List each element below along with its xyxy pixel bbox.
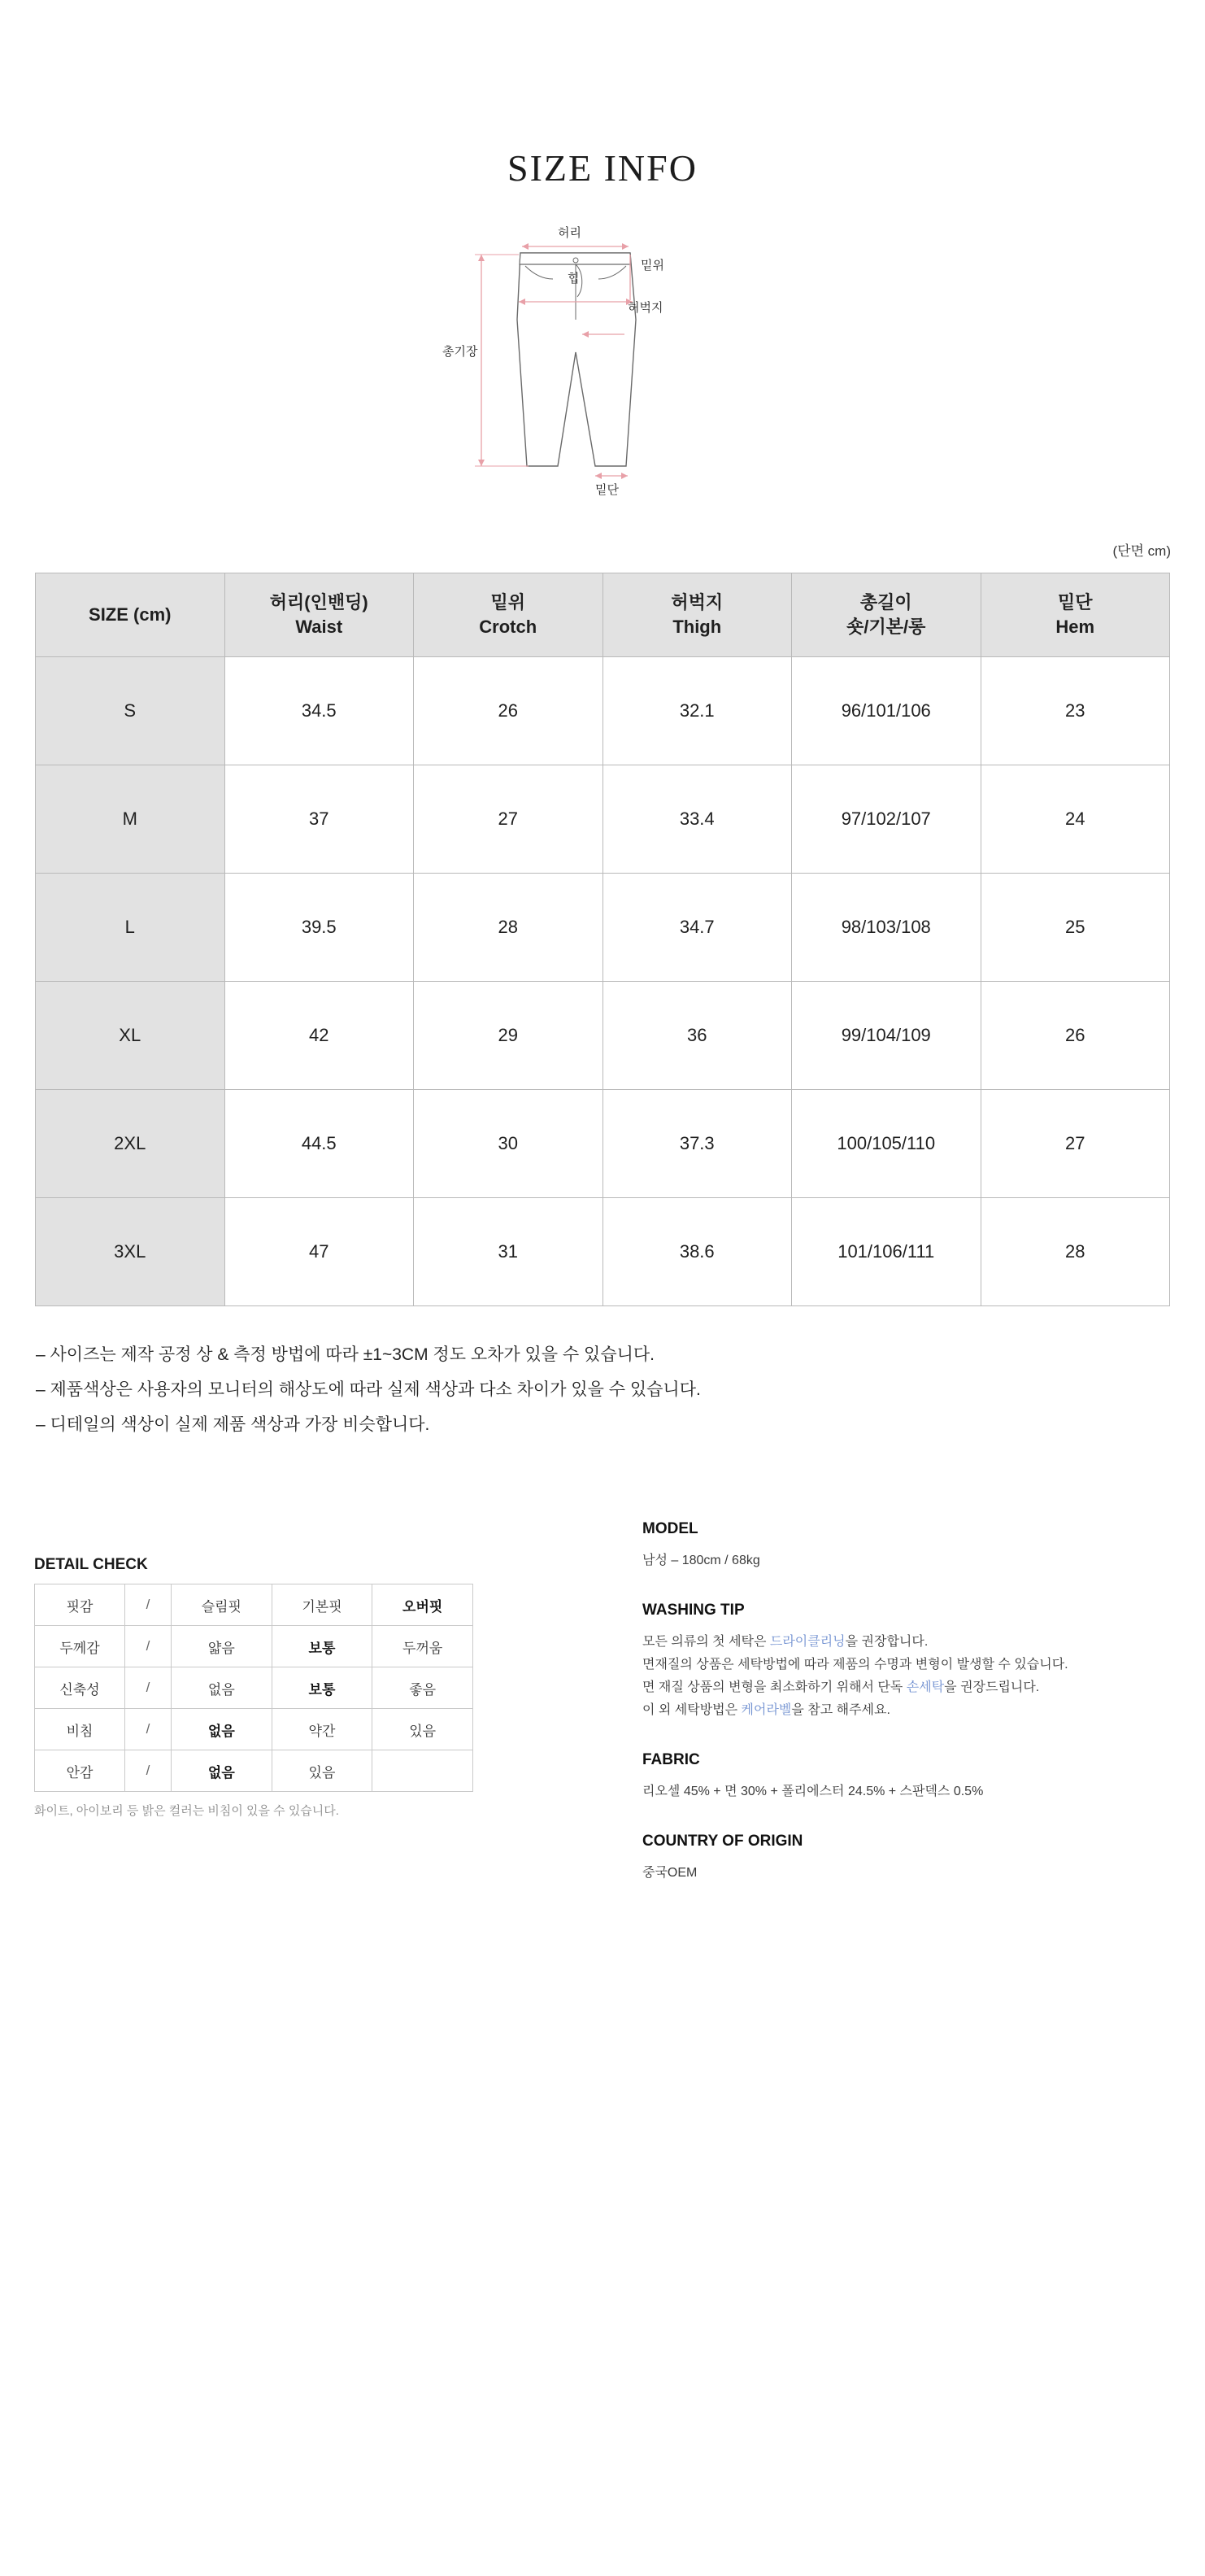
detail-row [35, 1709, 473, 1750]
cell-waist: 39.5 [224, 874, 414, 982]
cell-crotch: 30 [414, 1090, 603, 1198]
detail-option-3: 좋음 [372, 1667, 473, 1709]
detail-label: 안감 [35, 1750, 125, 1792]
th-crotch [414, 573, 603, 657]
detail-option-1: 없음 [172, 1709, 272, 1750]
detail-option-3: 있음 [372, 1709, 473, 1750]
cell-thigh: 33.4 [602, 765, 792, 874]
fabric-section [642, 1751, 1163, 1803]
cell-waist: 37 [224, 765, 414, 874]
cell-crotch: 26 [414, 657, 603, 765]
cell-hem: 26 [981, 982, 1170, 1090]
model-heading: MODEL [642, 1520, 698, 1538]
detail-option-2: 보통 [272, 1626, 372, 1667]
cell-crotch: 31 [414, 1198, 603, 1306]
detail-slash: / [125, 1584, 172, 1626]
cell-size: M [36, 765, 225, 874]
cell-thigh: 37.3 [602, 1090, 792, 1198]
washing-line3-a: 면 재질 상품의 변형을 최소화하기 위해서 단독 [642, 1680, 907, 1695]
washing-line4-b: 을 참고 해주세요. [791, 1703, 890, 1718]
washing-line1-highlight: 드라이클리닝 [769, 1635, 846, 1650]
washing-tip-lines [642, 1631, 1163, 1722]
th-size-main: SIZE (cm) [89, 604, 172, 625]
th-length-sub: 숏/기본/롱 [846, 617, 926, 637]
detail-option-2: 약간 [272, 1709, 372, 1750]
detail-slash: / [125, 1667, 172, 1709]
detail-option-2: 기본핏 [272, 1584, 372, 1626]
detail-slash: / [125, 1750, 172, 1792]
detail-option-2: 있음 [272, 1750, 372, 1792]
washing-tip-section [642, 1602, 1163, 1722]
detail-option-1: 없음 [172, 1750, 272, 1792]
note-item: – 제품색상은 사용자의 모니터의 해상도에 따라 실제 색상과 다소 차이가 있을 수 있습니다. [36, 1380, 701, 1400]
cell-length: 97/102/107 [792, 765, 981, 874]
table-row [36, 1090, 1170, 1198]
th-hem [981, 573, 1170, 657]
note-item: – 사이즈는 제작 공정 상 & 측정 방법에 따라 ±1~3CM 정도 오차가 있을 수 있습니다. [36, 1345, 655, 1364]
detail-row [35, 1584, 473, 1626]
fabric-heading: FABRIC [642, 1751, 700, 1769]
cell-hem: 23 [981, 657, 1170, 765]
th-waist-main: 허리(인밴딩) [269, 592, 368, 613]
fabric-text: 리오셀 45% + 면 30% + 폴리에스터 24.5% + 스판덱스 0.5% [642, 1785, 984, 1799]
cell-size: XL [36, 982, 225, 1090]
th-crotch-sub: Crotch [479, 617, 537, 637]
detail-option-1: 얇음 [172, 1626, 272, 1667]
detail-check-table [34, 1584, 473, 1792]
page-title: SIZE INFO [507, 147, 698, 189]
detail-check-footnote: 화이트, 아이보리 등 밝은 컬러는 비침이 있을 수 있습니다. [34, 1804, 339, 1819]
label-total-length: 총기장 [442, 345, 478, 359]
washing-tip-heading: WASHING TIP [642, 1602, 745, 1619]
detail-check-title: DETAIL CHECK [34, 1556, 148, 1574]
detail-option-2: 보통 [272, 1667, 372, 1709]
table-header-row [36, 573, 1170, 657]
cell-length: 96/101/106 [792, 657, 981, 765]
cell-hem: 24 [981, 765, 1170, 874]
model-section [642, 1520, 1163, 1572]
origin-text: 중국OEM [642, 1866, 698, 1881]
th-thigh [602, 573, 792, 657]
size-table [35, 573, 1170, 1306]
washing-line4-highlight: 케어라벨 [741, 1703, 792, 1718]
cell-thigh: 38.6 [602, 1198, 792, 1306]
cell-size: L [36, 874, 225, 982]
cell-size: 2XL [36, 1090, 225, 1198]
table-row [36, 982, 1170, 1090]
cell-crotch: 28 [414, 874, 603, 982]
cell-length: 98/103/108 [792, 874, 981, 982]
washing-line3-b: 을 권장드립니다. [944, 1680, 1040, 1695]
label-waist: 허리 [558, 226, 581, 240]
th-waist [224, 573, 414, 657]
detail-slash: / [125, 1709, 172, 1750]
detail-check-block [34, 1556, 473, 1819]
th-length [792, 573, 981, 657]
th-size [36, 573, 225, 657]
note-item: – 디테일의 색상이 실제 제품 색상과 가장 비슷합니다. [36, 1415, 430, 1435]
bottom-section [0, 1520, 1205, 1881]
table-row [36, 874, 1170, 982]
cell-waist: 47 [224, 1198, 414, 1306]
unit-note: (단면 cm) [1112, 543, 1171, 559]
th-length-main: 총길이 [859, 592, 912, 613]
th-crotch-main: 밑위 [490, 592, 525, 613]
pants-diagram [423, 222, 781, 515]
detail-label: 두께감 [35, 1626, 125, 1667]
cell-crotch: 29 [414, 982, 603, 1090]
cell-length: 99/104/109 [792, 982, 981, 1090]
label-hip: 힙 [568, 272, 580, 285]
detail-option-1: 슬림핏 [172, 1584, 272, 1626]
th-hem-sub: Hem [1055, 617, 1095, 637]
cell-length: 100/105/110 [792, 1090, 981, 1198]
label-crotch: 밑위 [641, 259, 664, 272]
detail-label: 신축성 [35, 1667, 125, 1709]
detail-option-3 [372, 1750, 473, 1792]
measurement-diagram-section [0, 222, 1205, 515]
cell-length: 101/106/111 [792, 1198, 981, 1306]
th-thigh-main: 허벅지 [671, 592, 724, 613]
washing-line3-highlight: 손세탁 [906, 1680, 945, 1695]
th-thigh-sub: Thigh [672, 617, 722, 637]
product-info-block [642, 1520, 1163, 1914]
detail-label: 비침 [35, 1709, 125, 1750]
cell-crotch: 27 [414, 765, 603, 874]
detail-row [35, 1750, 473, 1792]
pants-illustration-svg [423, 222, 781, 515]
notes-list [36, 1337, 1205, 1442]
detail-option-3: 두꺼움 [372, 1626, 473, 1667]
label-thigh: 허벅지 [628, 301, 663, 315]
cell-hem: 28 [981, 1198, 1170, 1306]
cell-thigh: 36 [602, 982, 792, 1090]
table-row [36, 765, 1170, 874]
cell-hem: 27 [981, 1090, 1170, 1198]
label-hem: 밑단 [595, 483, 619, 497]
detail-row [35, 1667, 473, 1709]
th-hem-main: 밑단 [1057, 592, 1093, 613]
table-row [36, 1198, 1170, 1306]
washing-line2: 면재질의 상품은 세탁방법에 따라 제품의 수명과 변형이 발생할 수 있습니다. [642, 1658, 1068, 1672]
washing-line4-a: 이 외 세탁방법은 [642, 1703, 742, 1718]
washing-line1-b: 을 권장합니다. [845, 1635, 929, 1650]
detail-option-3: 오버핏 [372, 1584, 473, 1626]
cell-waist: 44.5 [224, 1090, 414, 1198]
washing-line1-a: 모든 의류의 첫 세탁은 [642, 1635, 770, 1650]
cell-hem: 25 [981, 874, 1170, 982]
th-waist-sub: Waist [295, 617, 343, 637]
cell-waist: 34.5 [224, 657, 414, 765]
model-text: 남성 – 180cm / 68kg [642, 1554, 760, 1568]
detail-row [35, 1626, 473, 1667]
origin-section [642, 1833, 1163, 1885]
origin-heading: COUNTRY OF ORIGIN [642, 1833, 803, 1850]
detail-option-1: 없음 [172, 1667, 272, 1709]
cell-thigh: 32.1 [602, 657, 792, 765]
cell-size: 3XL [36, 1198, 225, 1306]
cell-size: S [36, 657, 225, 765]
detail-label: 핏감 [35, 1584, 125, 1626]
table-row [36, 657, 1170, 765]
cell-waist: 42 [224, 982, 414, 1090]
detail-slash: / [125, 1626, 172, 1667]
cell-thigh: 34.7 [602, 874, 792, 982]
